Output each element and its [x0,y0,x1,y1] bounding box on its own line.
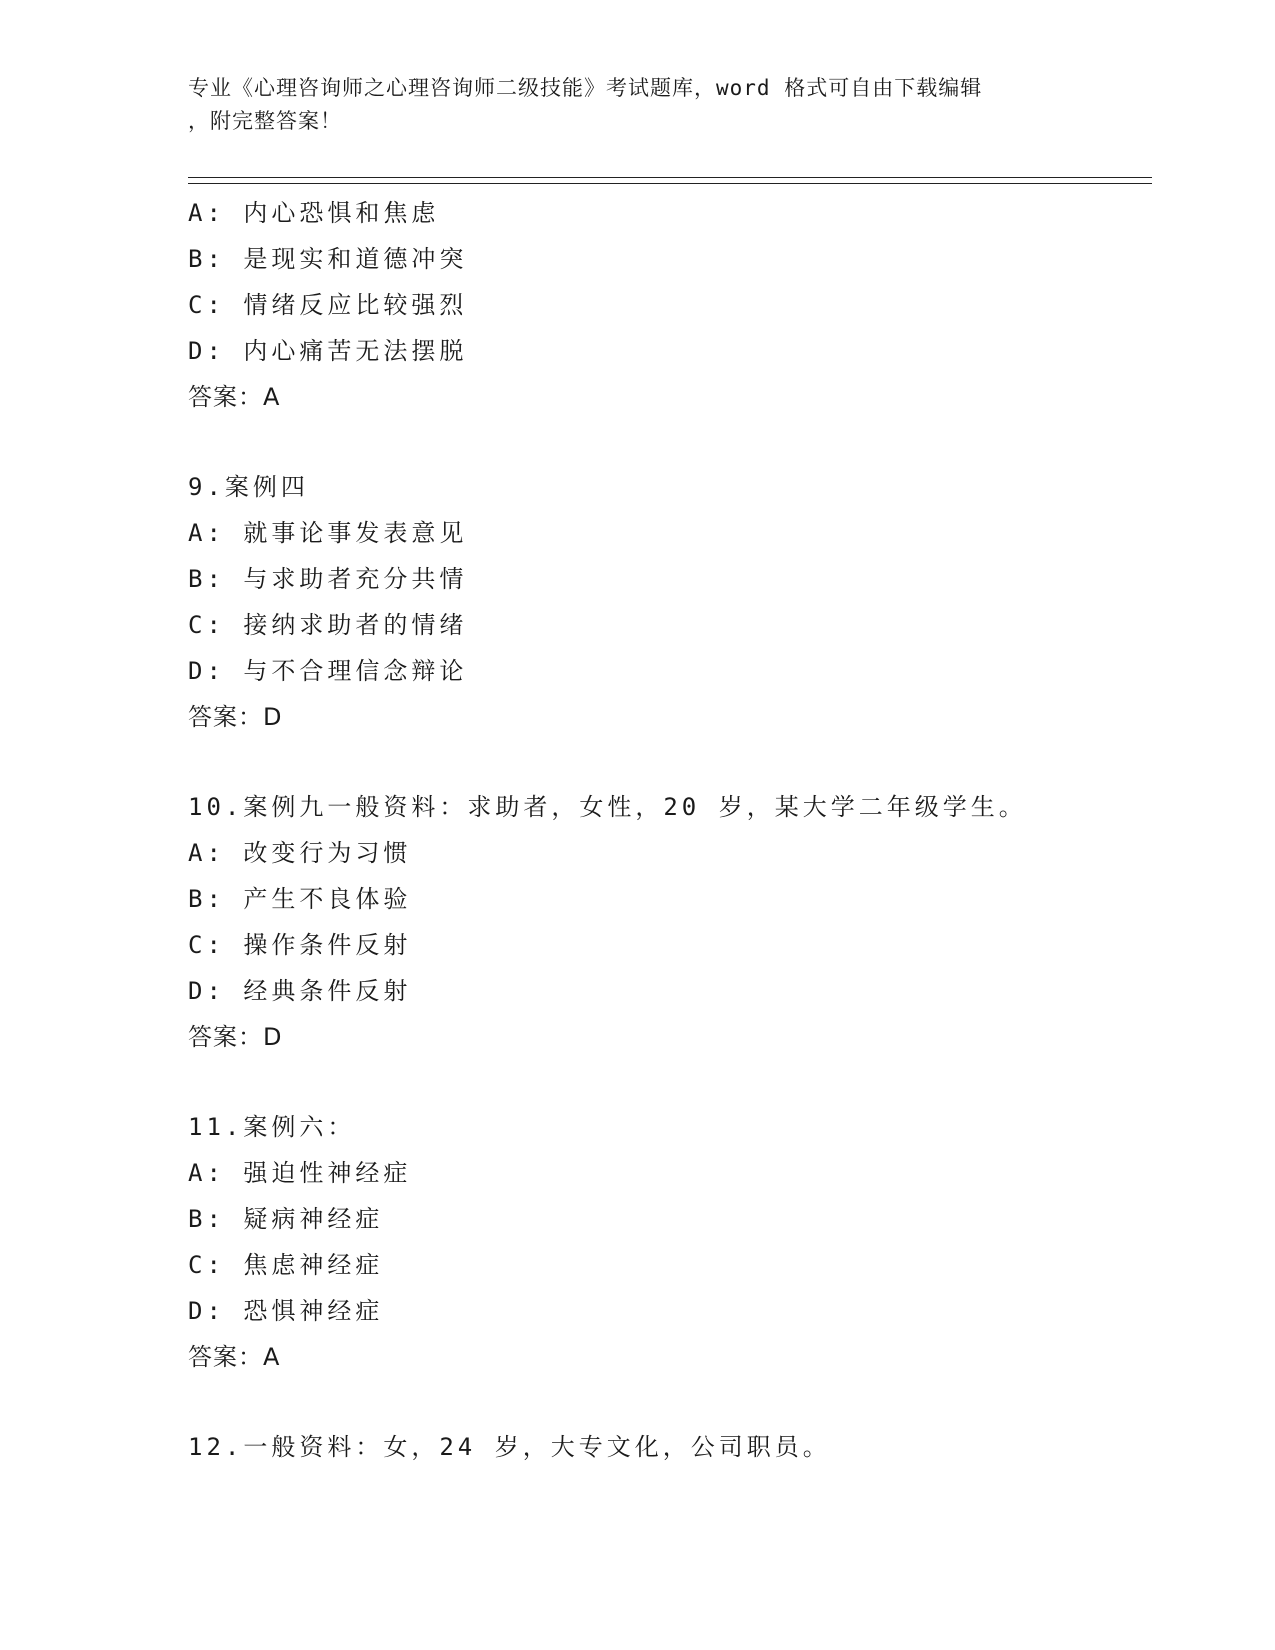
question-block [188,1424,1152,1470]
option-b: B: 是现实和道德冲突 [188,245,468,273]
option-d: D: 与不合理信念辩论 [188,657,468,685]
question-title: 12.一般资料：女，24 岁，大专文化，公司职员。 [188,1433,831,1461]
question-block [188,784,1152,1060]
option-a: A: 改变行为习惯 [188,839,412,867]
option-a: A: 内心恐惧和焦虑 [188,199,440,227]
question-title: 9.案例四 [188,473,309,501]
question-list [188,190,1152,1470]
question-block [188,1104,1152,1380]
option-d: D: 内心痛苦无法摆脱 [188,337,468,365]
answer-line: 答案：A [188,383,281,411]
answer-line: 答案：D [188,1023,283,1051]
option-a: A: 就事论事发表意见 [188,519,468,547]
option-c: C: 接纳求助者的情绪 [188,611,468,639]
question-block [188,190,1152,420]
option-c: C: 操作条件反射 [188,931,412,959]
answer-line: 答案：D [188,703,283,731]
option-c: C: 情绪反应比较强烈 [188,291,468,319]
header-divider-top [188,177,1152,178]
question-block [188,464,1152,740]
option-b: B: 与求助者充分共情 [188,565,468,593]
question-title: 10.案例九一般资料：求助者，女性，20 岁，某大学二年级学生。 [188,793,1027,821]
question-title: 11.案例六： [188,1113,356,1141]
header-divider-bottom [188,183,1152,184]
option-b: B: 疑病神经症 [188,1205,384,1233]
answer-line: 答案：A [188,1343,281,1371]
option-c: C: 焦虑神经症 [188,1251,384,1279]
document-header [188,72,1088,138]
option-d: D: 经典条件反射 [188,977,412,1005]
option-d: D: 恐惧神经症 [188,1297,384,1325]
header-line-1: 专业《心理咨询师之心理咨询师二级技能》考试题库，word 格式可自由下载编辑 [188,76,983,100]
option-a: A: 强迫性神经症 [188,1159,412,1187]
header-line-2: ，附完整答案！ [188,109,342,133]
option-b: B: 产生不良体验 [188,885,412,913]
